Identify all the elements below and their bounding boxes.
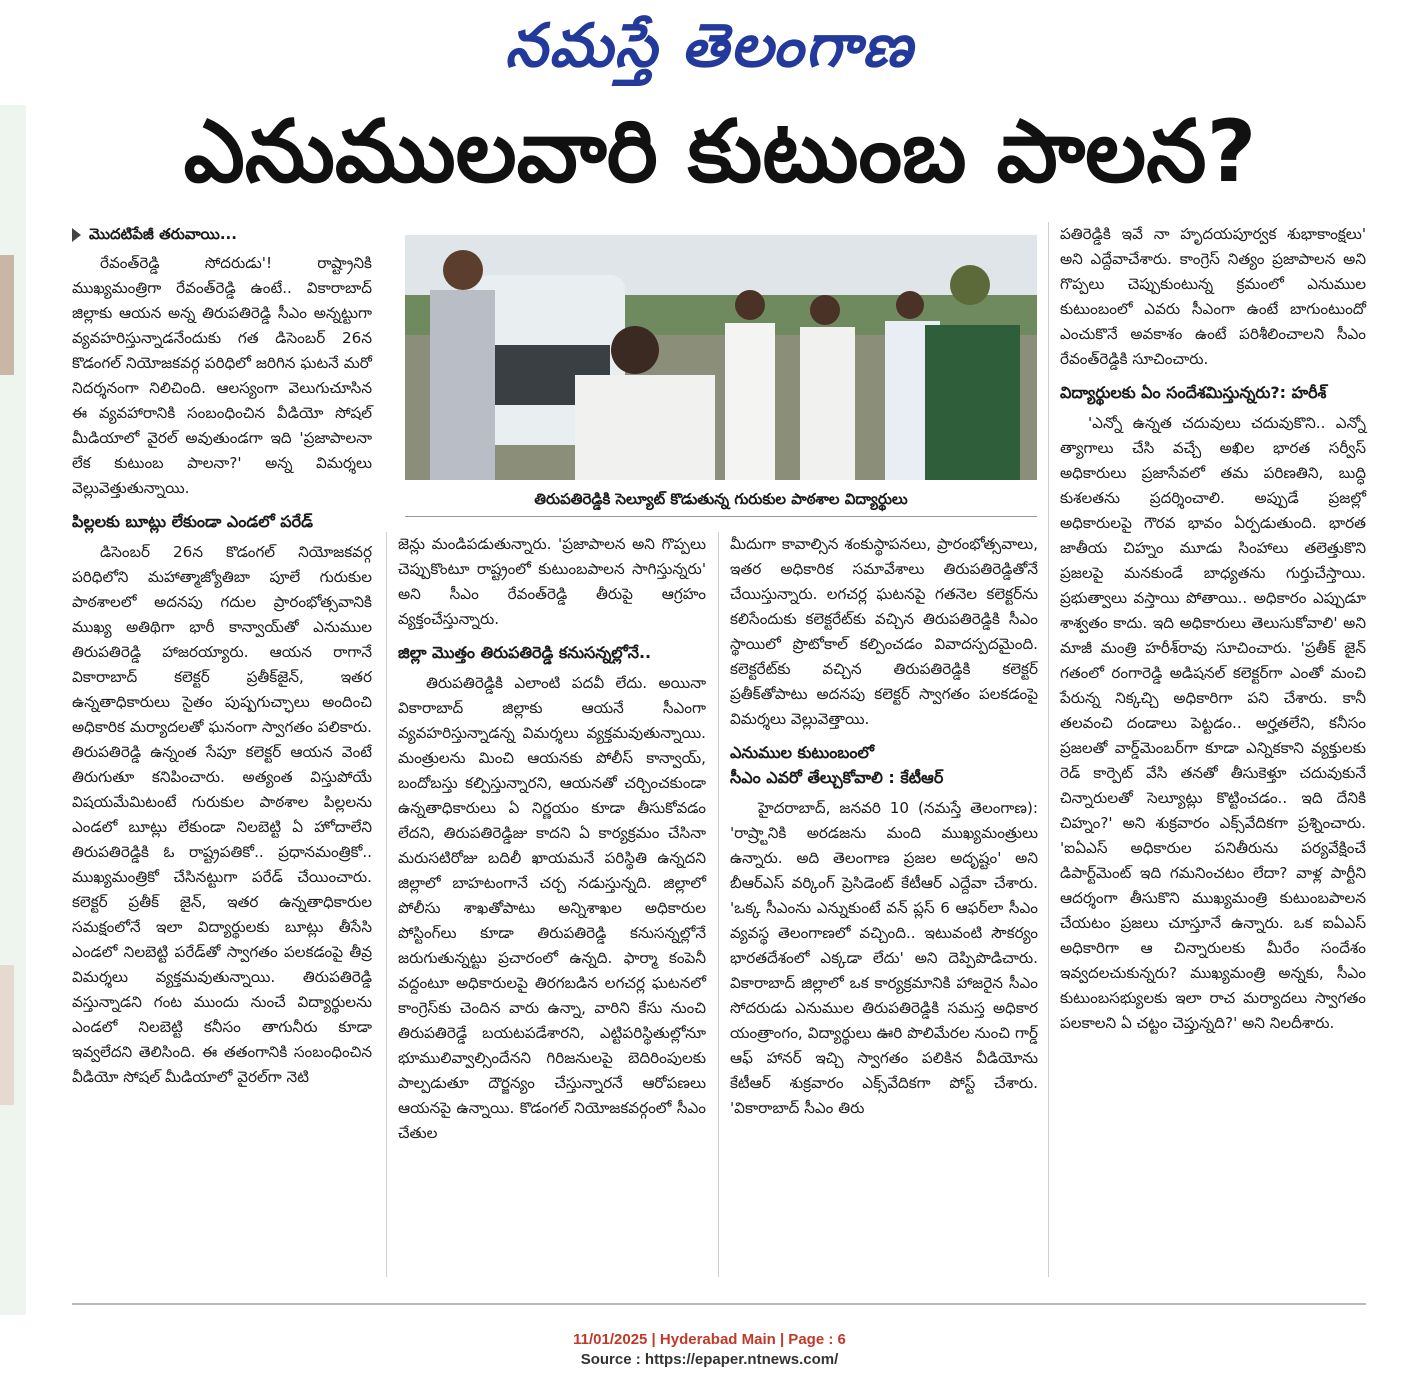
article-photo	[405, 235, 1037, 480]
adjacent-photo-fragment	[0, 965, 14, 1105]
photo-caption: తిరుపతిరెడ్డికి సెల్యూట్ కొడుతున్న గురుకుల పాఠశాల విద్యార్థులు	[405, 482, 1037, 517]
paragraph: రేవంత్‌రెడ్డి సోదరుడు'! రాష్ట్రానికి ముఖ్యమంత్రిగా రేవంత్‌రెడ్డి ఉంటే.. వికారాబాద్ జిల్లాకు ఆయన అన్న తిరుపతిరెడ్డి సీఎం అన్నట్టుగా వ్యవహరిస్తున్నాడనేందుకు గత డిసెంబర్ 26న కొడంగల్ నియోజకవర్గ పరిధిలో జరిగిన ఘటనే మరో నిదర్శనంగా నిలిచింది. ఆలస్యంగా వెలుగుచూసిన ఈ వ్యవహారానికి సంబంధించిన వీడియో సోషల్ మీడియాలో వైరల్ అవుతుండగా ఇది 'ప్రజాపాలనా లేక కుటుంబ పాలనా?' అన్న విమర్శలు వెల్లువెత్తుతున్నాయి.	[72, 254, 372, 497]
masthead-logo: నమస్తే తెలంగాణ	[504, 11, 915, 81]
subheading-line-2: సీఎం ఎవరో తేల్చుకోవాలి : కేటీఆర్	[730, 768, 944, 787]
subheading: పిల్లలకు బూట్లు లేకుండా ఎండలో పరేడ్	[72, 512, 313, 531]
footer-source-line: Source : https://epaper.ntnews.com/	[580, 1351, 839, 1368]
footer	[0, 1330, 1419, 1370]
paragraph: పతిరెడ్డికి ఇవే నా హృదయపూర్వక శుభాకాంక్షలు' అని ఎద్దేవాచేశారు. కాంగ్రెస్ నిత్యం ప్రజాపాలన అని గొప్పలు చెప్పుకుంటున్న క్రమంలో ఎనుముల కుటుంబంలో ఎవరు సీఎంగా ఉంటే బాగుంటుందో ఎంచుకొనే అవకాశం ఉంటే పరిశీలించాలని సీఎం రేవంత్‌రెడ్డికి సూచించారు.	[1060, 225, 1366, 368]
article-column-1	[72, 222, 372, 1090]
article-column-3	[730, 532, 1038, 1121]
column-divider	[718, 532, 719, 1277]
headline: ఎనుములవారి కుటుంబ పాలన?	[183, 102, 1257, 202]
footer-date-line: 11/01/2025 | Hyderabad Main | Page : 6	[573, 1331, 846, 1348]
subheading	[730, 740, 1038, 790]
column-divider	[386, 532, 387, 1277]
paragraph: హైదరాబాద్, జనవరి 10 (నమస్తే తెలంగాణ): 'రాష్ర్టానికి అరడజను మంది ముఖ్యమంత్రులు ఉన్నారు. అది తెలంగాణ ప్రజల అదృష్టం' అని బీఆర్‌ఎస్ వర్కింగ్ ప్రెసిడెంట్ కేటీఆర్ ఎద్దేవా చేశారు. 'ఒక్క సీఎంను ఎన్నుకుంటే వన్ ప్లస్ 6 ఆఫర్‌లా సీఎం వ్యవస్థ తెలంగాణలో వచ్చింది.. ఇటువంటి సౌకర్యం భారతదేశంలో ఎక్కడా లేదు' అని దెప్పిపొడిచారు. వికారాబాద్ జిల్లాలో ఒక కార్యక్రమానికి హాజరైన సీఎం సోదరుడు ఎనుముల తిరుపతిరెడ్డికి సమస్త అధికార యంత్రాంగం, విద్యార్థులు ఊరి పొలిమేరల నుంచి గార్డ్ ఆఫ్ హానర్ ఇచ్చి స్వాగతం పలికిన వీడియోను కేటీఆర్ శుక్రవారం ఎక్స్‌వేదికగా పోస్ట్ చేశారు. 'వికారాబాద్ సీఎం తిరు	[730, 799, 1038, 1117]
chevron-right-icon	[72, 228, 81, 242]
article-column-4	[1060, 222, 1366, 1036]
subheading: జిల్లా మొత్తం తిరుపతిరెడ్డి కనుసన్నల్లోనే..	[398, 643, 652, 662]
paragraph: డిసెంబర్ 26న కొడంగల్ నియోజకవర్గ పరిధిలోని మహాత్మాజ్యోతిబా పూలే గురుకుల పాఠశాలలో అదనపు గదుల ప్రారంభోత్సవానికి ముఖ్య అతిథిగా భారీ కాన్వాయ్‌తో ఎనుముల తిరుపతిరెడ్డి హాజరయ్యారు. ఆయన రాగానే వికారాబాద్ కలెక్టర్ ప్రతీక్‌జైన్, ఇతర ఉన్నతాధికారులు సైతం పుష్పగుచ్ఛాలు అందించి అధికారిక మర్యాదలతో ఘనంగా స్వాగతం పలికారు. తిరుపతిరెడ్డి ఉన్నంత సేపూ కలెక్టర్ ఆయన వెంటే తిరుగుతూ కనిపించారు. అత్యంత విస్తుపోయే విషయమేమిటంటే గురుకుల పాఠశాల పిల్లలను ఎండలో బూట్లు లేకుండా నిలబెట్టి ఏ హోదాలేని తిరుపతిరెడ్డికి ఓ రాష్ట్రపతికో.. ప్రధానమంత్రికో.. ముఖ్యమంత్రికో చేసినట్టుగా పరేడ్ చేయించారు. కలెక్టర్ ప్రతీక్ జైన్, ఇతర ఉన్నతాధికారుల సమక్షంలోనే ఇలా విద్యార్థులకు బూట్లు తీసేసి ఎండలో నిలబెట్టి పరేడ్‌తో స్వాగతం పలకడంపై తీవ్ర విమర్శలు వ్యక్తమవుతున్నాయి. తిరుపతిరెడ్డి వస్తున్నాడని గంట ముందు నుంచే విద్యార్థులను ఎండలో నిలబెట్టి కనీసం తాగునీరు కూడా ఇవ్వలేదని తెలిసింది. ఈ తతంగానికి సంబంధించిన వీడియో సోషల్ మీడియాలో వైరల్‌గా నెటి	[72, 543, 372, 1086]
subheading-line-1: ఎనుముల కుటుంబంలో	[730, 743, 874, 762]
paragraph: 'ఎన్నో ఉన్నత చదువులు చదువుకొని.. ఎన్నో త్యాగాలు చేసి వచ్చే అఖిల భారత సర్వీస్ అధికారులు ప్రజాసేవలో తమ పరిణతిని, బుద్ధి కుశలతను ప్రదర్శించాలి. అప్పుడే ప్రజల్లో అధికారులపై గౌరవ భావం ఏర్పడుతుంది. భారత జాతీయ చిహ్నం మూడు సింహాలు తలెత్తుకొని ప్రజలపై మనకుండే బాధ్యతను గుర్తుచేస్తాయి. ప్రభుత్వాలు వస్తాయి పోతాయి.. అధికారం ఎప్పుడూ శాశ్వతం కాదు. ఇది అధికారులు తెలుసుకోవాలి' అని మాజీ మంత్రి హరీశ్‌రావు సూచించారు. 'ప్రతీక్ జైన్ గతంలో రంగారెడ్డి అడిషనల్ కలెక్టర్‌గా ఎంతో మంచి పేరున్న నిక్కచ్చి అధికారిగా పని చేశారు. కానీ తలవంచి దండాలు పెట్టడం.. అర్హతలేని, కనీసం ప్రజలతో వార్డ్‌మెంబర్‌గా కూడా ఎన్నికకాని వ్యక్తులకు రెడ్ కార్పెట్ వేసి తనతో తీసుకెళ్తూ చదువుకునే చిన్నారులతో సెల్యూట్లు కొట్టించడం.. ఇది దేనికి చిహ్నం?' అని శుక్రవారం ఎక్స్‌వేదికగా ప్రశ్నించారు. 'ఐఏఎస్ అధికారుల పనితీరును పర్యవేక్షించే డిపార్ట్‌మెంట్ ఇది గమనించటం లేదా? వాళ్ల పార్టీని ఆదర్శంగా తీసుకొని ముఖ్యమంత్రి కుటుంబపాలన చేయటం ప్రజలు చూస్తూనే ఉన్నారు. ఒక ఐఏఎస్ అధికారిగా ఆ చిన్నారులకు మీరేం సందేశం ఇవ్వదలచుకున్నరు? ముఖ్యమంత్రి అన్నకు, సీఎం కుటుంబసభ్యులకు ఇలా రాచ మర్యాదలు స్వాగతం పలకాలని ఏ చట్టం చెప్తున్నది?' అని నిలదీశారు.	[1060, 414, 1366, 1032]
column-divider	[1048, 222, 1049, 1277]
adjacent-photo-fragment	[0, 255, 14, 375]
paragraph: జెన్లు మండిపడుతున్నారు. 'ప్రజాపాలన అని గొప్పలు చెప్పుకొంటూ రాష్ట్రంలో కుటుంబపాలన సాగిస్తున్నరు' అని సీఎం రేవంత్‌రెడ్డి తీరుపై ఆగ్రహం వ్యక్తంచేస్తున్నారు.	[398, 535, 706, 628]
subheading: విద్యార్థులకు ఏం సందేశమిస్తున్నరు?: హరీశ్	[1060, 383, 1327, 402]
bottom-rule	[72, 1303, 1366, 1305]
paragraph: మీదుగా కావాల్సిన శంకుస్థాపనలు, ప్రారంభోత్సవాలు, ఇతర అధికారిక సమావేశాలు తిరుపతిరెడ్డితోనే చేయిస్తున్నారు. లగచర్ల ఘటనపై గతనెల కలెక్టర్‌ను కలిసేందుకు కలెక్టరేట్‌కు వచ్చిన తిరుపతిరెడ్డికి సీఎం స్థాయిలో ప్రొటోకాల్ కల్పించడం వివాదస్పదమైంది. కలెక్టరేట్‌కు వచ్చిన తిరుపతిరెడ్డికి కలెక్టర్ ప్రతీక్‌తోపాటు అదనపు కలెక్టర్ స్వాగతం పలకడంపై విమర్శలు వెల్లువెత్తాయి.	[730, 535, 1038, 728]
left-adjacent-page-strip	[0, 105, 26, 1315]
article-column-2	[398, 532, 706, 1146]
continued-from-label: మొదటిపేజీ తరువాయి...	[72, 222, 372, 247]
paragraph: తిరుపతిరెడ్డికి ఎలాంటి పదవీ లేదు. అయినా వికారాబాద్ జిల్లాకు ఆయనే సీఎంగా వ్యవహరిస్తున్నాడన్న విమర్శలు వ్యక్తమవుతున్నాయి. మంత్రులను మించి ఆయనకు పోలీస్ కాన్వాయ్, బందోబస్తు కల్పిస్తున్నారని, ఆయనతో చర్చించకుండా ఉన్నతాధికారులు ఏ నిర్ణయం కూడా తీసుకోవడం లేదని, తిరుపతిరెడ్డిజు కాదని ఏ కార్యక్రమం చేసినా మరుసటిరోజు బదిలీ ఖాయమనే పరిస్థితి ఉన్నదని జిల్లాలో బాహటంగానే చర్చ నడుస్తున్నది. జిల్లాలో పోలీసు శాఖతోపాటు అన్నిశాఖల అధికారుల పోస్టింగ్‌లు కూడా తిరుపతిరెడ్డి కనుసన్నల్లోనే జరుగుతున్నట్టు ప్రచారంలో ఉన్నది. ఫార్మా కంపెనీ వద్దంటూ అధికారులపై తిరగబడిన లగచర్ల ఘటనలో కాంగ్రెస్‌కు చెందిన వారు ఉన్నా, వారిని కేసు నుంచి తిరుపతిరెడ్డే బయటపడేశారని, ఎట్టిపరిస్థితుల్లోనూ భూములివ్వాల్సిందేనని గిరిజనులపై బెదిరింపులకు పాల్పడుతూ దౌర్జన్యం చేస్తున్నారనే ఆరోపణలు ఆయనపై ఉన్నాయి. కొడంగల్ నియోజకవర్గంలో సీఎం చేతుల	[398, 674, 706, 1142]
photo-illustration	[405, 235, 1037, 480]
